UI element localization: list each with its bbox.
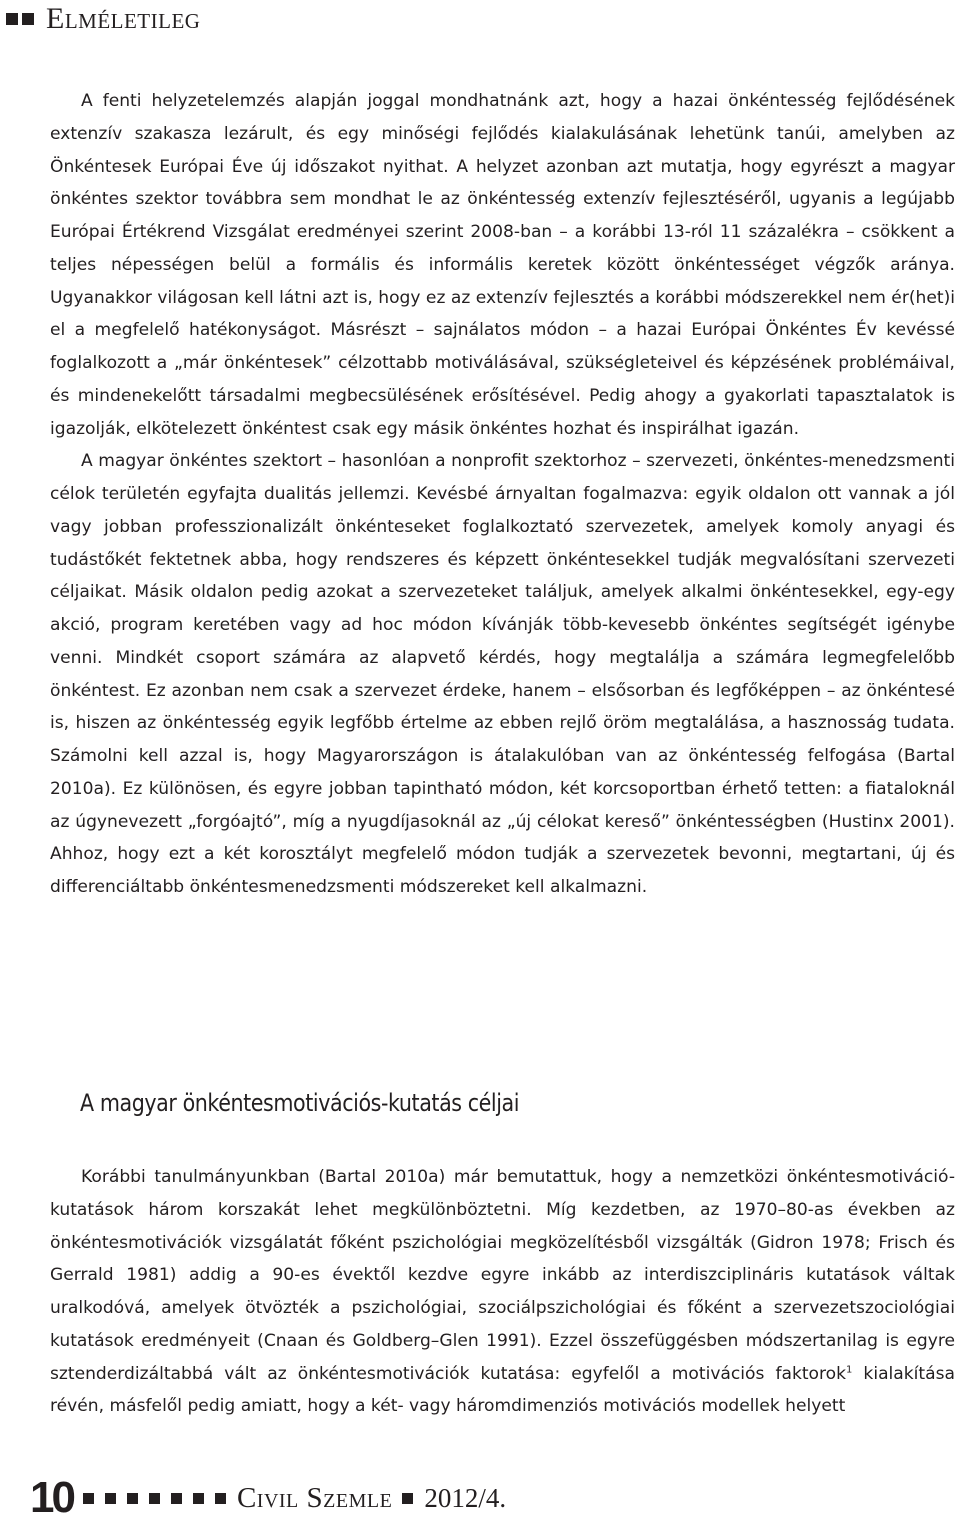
decorative-square-icon (215, 1493, 226, 1504)
decorative-square-icon (402, 1493, 413, 1504)
page-footer (30, 1473, 507, 1522)
paragraph: A fenti helyzetelemzés alapján joggal mondhatnánk azt, hogy a hazai önkéntesség fejlődésének extenzív szakasza lezárult, és egy minőségi fejlődés kialakulásának lehetünk tanúi, amelyben az Önkéntesek Európai Éve új időszakot nyithat. A helyzet azonban azt mutatja, hogy egyrészt a magyar önkéntes szektor továbbra sem mondhat le az önkéntesség extenzív fejlesztéséről, ugyanis a legújabb Európai Értékrend Vizsgálat eredményei szerint 2008-ban – a korábbi 13-ról 11 százalékra – csökkent a teljes népességen belül a formális és informális keretek között önkéntességet végzők aránya. Ugyanakkor világosan kell látni azt is, hogy ez az extenzív fejlesztés a korábbi módszerekkel nem ér(het)i el a megfelelő hatékonyságot. Másrészt – sajnálatos módon – a hazai Európai Önkéntes Év kevéssé foglalkozott a „már önkéntesek” célzottabb motiválásával, szükségleteivel és képzésének problémáival, és mindenekelőtt társadalmi megbecsülésének erősítésével. Pedig ahogy a gyakorlati tapasztalatok is igazolják, elkötelezett önkéntest csak egy másik önkéntes hozhat és inspirálhat igazán. (50, 91, 955, 439)
footnote-reference[interactable]: 1 (846, 1363, 853, 1375)
decorative-square-icon (127, 1493, 138, 1504)
header-square-icon (6, 13, 18, 25)
decorative-square-icon (171, 1493, 182, 1504)
header-square-icon (22, 13, 34, 25)
decorative-square-icon (193, 1493, 204, 1504)
section-heading: A magyar önkéntesmotivációs-kutatás céljai (80, 1089, 520, 1117)
paragraph: A magyar önkéntes szektort – hasonlóan a nonprofit szektorhoz – szervezeti, önkéntes-menedzsmenti célok területén egyfajta dualitás jellemzi. Kevésbé árnyaltan fogalmazva: egyik oldalon ott vannak a jól vagy jobban professzionalizált önkénteseket foglalkoztató szervezetek, amelyek komoly anyagi és tudástőkét fektetnek abba, hogy rendszeres és képzett önkéntesekkel tudják megvalósítani szervezeti céljaikat. Másik oldalon pedig azokat a szervezeteket találjuk, amelyek alkalmi önkéntesekkel, egy-egy akció, program keretében vagy ad hoc módon kívánják több-kevesebb önkéntes segítségét igénybe venni. Mindkét csoport számára az alapvető kérdés, hogy megtalálja a számára legmegfelelőbb önkéntest. Ez azonban nem csak a szervezet érdeke, hanem – elsősorban és legfőképpen – az önkéntesé is, hiszen az önkéntesség egyik legfőbb értelme az ebben rejlő öröm megtalálása, a hasznosság tudata. Számolni kell azzal is, hogy Magyarországon is átalakulóban van az önkéntesség felfogása (Bartal 2010a). Ez különösen, és egyre jobban tapintható módon, két korcsoportban érhető tetten: a fiataloknál az úgynevezett „forgóajtó”, míg a nyugdíjasoknál az „új célokat kereső” önkéntességben (Hustinx 2001). Ahhoz, hogy ezt a két korosztályt megfelelő módon tudják a szervezetek bevonni, megtartani, új és differenciáltabb önkéntesmenedzsmenti módszereket kell alkalmazni. (50, 451, 955, 897)
decorative-square-icon (149, 1493, 160, 1504)
page-number: 10 (30, 1473, 73, 1522)
issue-number: 2012/4. (424, 1482, 507, 1513)
paragraph-text: Korábbi tanulmányunkban (Bartal 2010a) már bemutattuk, hogy a nemzetközi önkéntesmotiváció-kutatások három korszakát lehet megkülönböztetni. Míg kezdetben, az 1970–80-as években az önkéntesmotivációk vizsgálatát főként pszichológiai megközelítésből vizsgálták (Gidron 1978; Frisch és Gerrald 1981) addig a 90-es évektől kezdve egyre inkább az interdiszciplináris kutatások váltak uralkodóvá, amelyek ötvözték a pszichológiai, szociálpszichológiai és főként a szervezetszociológiai kutatások eredményeit (Cnaan és Goldberg–Glen 1991). Ezzel összefüggésben módszertanilag is egyre sztenderdizáltabbá vált az önkéntesmotivációk kutatása: egyfelől a motivációs faktorok (50, 1167, 955, 1384)
body-text-section-1 (50, 85, 955, 904)
decorative-square-icon (105, 1493, 116, 1504)
paragraph (50, 1161, 955, 1423)
decorative-square-icon (83, 1493, 94, 1504)
paragraph-text: kialakítása révén, másfelől pedig amiatt, hogy a két- vagy háromdimenziós motivációs modellek helyett (50, 1363, 955, 1417)
journal-title: Civil Szemle (236, 1481, 393, 1514)
body-text-section-2 (50, 1161, 955, 1423)
running-header (6, 2, 200, 36)
section-label: Elméletileg (46, 2, 201, 35)
